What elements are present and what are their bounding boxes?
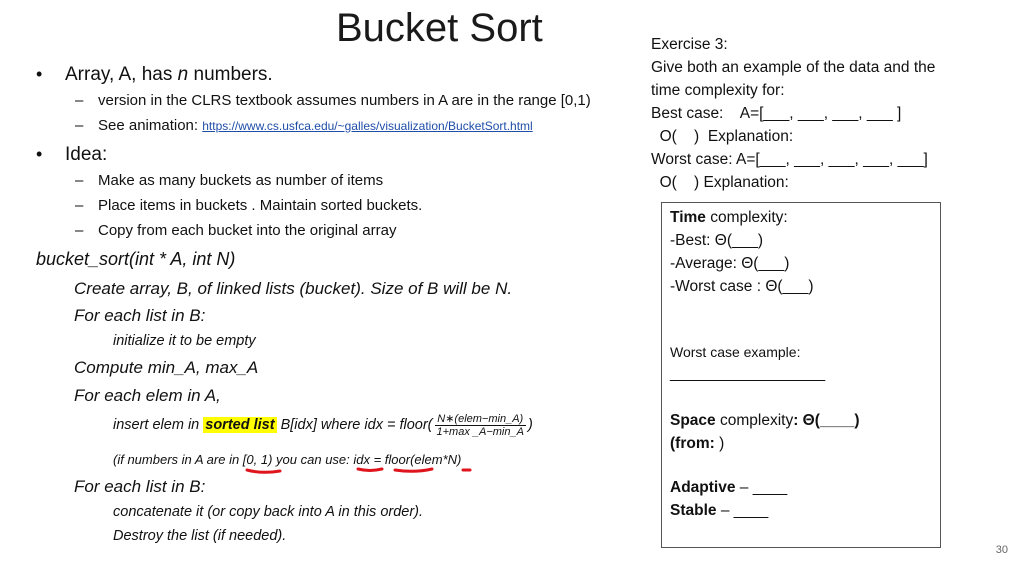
- time-label: Time: [670, 209, 706, 226]
- fraction-numerator: N∗(elem−min_A): [435, 412, 526, 426]
- best-theta: -Best: Θ(___): [670, 232, 764, 249]
- exercise-line: Give both an example of the data and the: [651, 59, 936, 76]
- average-theta: -Average: Θ(___): [670, 255, 790, 272]
- exercise-best-case: Best case: A=[___, ___, ___, ___ ]: [651, 105, 902, 122]
- bullet-array-text: Array, A, has: [65, 64, 178, 85]
- dash: –: [75, 197, 84, 214]
- code-line: concatenate it (or copy back into A in this order).: [113, 504, 424, 520]
- stable-label: Stable: [670, 502, 717, 519]
- insert-text-mid: B[idx] where idx = floor(: [276, 416, 433, 433]
- idea-item: Place items in buckets . Maintain sorted buckets.: [98, 197, 423, 214]
- animation-label: See animation:: [98, 117, 203, 134]
- from-close: ): [719, 435, 725, 452]
- bullet-array-n: n: [177, 64, 189, 85]
- sorted-list-highlight: sorted list: [205, 416, 275, 433]
- sub-bullet-clrs: version in the CLRS textbook assumes numbers in A are in the range [0,1): [98, 92, 591, 109]
- code-line-note: (if numbers in A are in [0, 1) you can use: idx = floor(elem*N): [113, 452, 462, 467]
- exercise-best-o: O( ) Explanation:: [651, 128, 794, 145]
- underline-floor-elem: [395, 469, 432, 471]
- dash: –: [75, 92, 84, 109]
- stable-blank: – ____: [716, 502, 769, 519]
- fraction-denominator: 1+max _A−min_A: [436, 426, 524, 438]
- time-label-rest: complexity:: [705, 209, 788, 226]
- space-answer: : Θ(____): [793, 412, 860, 429]
- space-from: [670, 435, 724, 453]
- space-label-rest: complexity: [715, 412, 794, 429]
- underline-range: [247, 470, 280, 472]
- code-line: Destroy the list (if needed).: [113, 528, 287, 544]
- dash: –: [75, 172, 84, 189]
- bullet-idea: Idea:: [65, 144, 108, 165]
- idea-item: Make as many buckets as number of items: [98, 172, 384, 189]
- adaptive-blank: – ____: [735, 479, 788, 496]
- adaptive-line: [670, 479, 787, 497]
- complexity-box: [661, 202, 941, 548]
- insert-text-end: ): [527, 416, 533, 433]
- dash: –: [75, 117, 84, 134]
- code-line: For each list in B:: [74, 306, 206, 325]
- bullet-array-text-end: numbers.: [188, 64, 273, 85]
- code-line: Create array, B, of linked lists (bucket). Size of B will be N.: [74, 279, 513, 298]
- space-complexity: [670, 412, 860, 430]
- worst-theta: -Worst case : Θ(___): [670, 278, 814, 295]
- from-label: (from:: [670, 435, 720, 452]
- code-signature: bucket_sort(int * A, int N): [36, 249, 236, 269]
- space-label: Space: [670, 412, 716, 429]
- code-line: For each elem in A,: [74, 386, 221, 405]
- exercise-line: time complexity for:: [651, 82, 785, 99]
- insert-text: insert elem in: [113, 416, 204, 433]
- bullet-dot: •: [36, 64, 43, 84]
- idea-item: Copy from each bucket into the original array: [98, 222, 397, 239]
- exercise-worst-o: O( ) Explanation:: [651, 174, 789, 191]
- bullet-dot: •: [36, 144, 43, 164]
- exercise-worst-case: Worst case: A=[___, ___, ___, ___, ___]: [651, 151, 928, 168]
- underline-idx: [358, 469, 382, 471]
- worst-case-example-blank: __________________: [670, 365, 826, 382]
- stable-line: [670, 502, 768, 520]
- slide-title: Bucket Sort: [336, 6, 543, 50]
- dash: –: [75, 222, 84, 239]
- time-complexity-heading: [670, 209, 788, 227]
- animation-link[interactable]: https://www.cs.usfca.edu/~galles/visualization/BucketSort.html: [202, 119, 533, 133]
- code-line: Compute min_A, max_A: [74, 358, 259, 377]
- worst-case-example-label: Worst case example:: [670, 344, 801, 360]
- adaptive-label: Adaptive: [670, 479, 736, 496]
- page-number: 30: [995, 544, 1008, 556]
- code-line: initialize it to be empty: [113, 333, 256, 349]
- exercise-heading: Exercise 3:: [651, 36, 728, 53]
- code-line: For each list in B:: [74, 477, 206, 496]
